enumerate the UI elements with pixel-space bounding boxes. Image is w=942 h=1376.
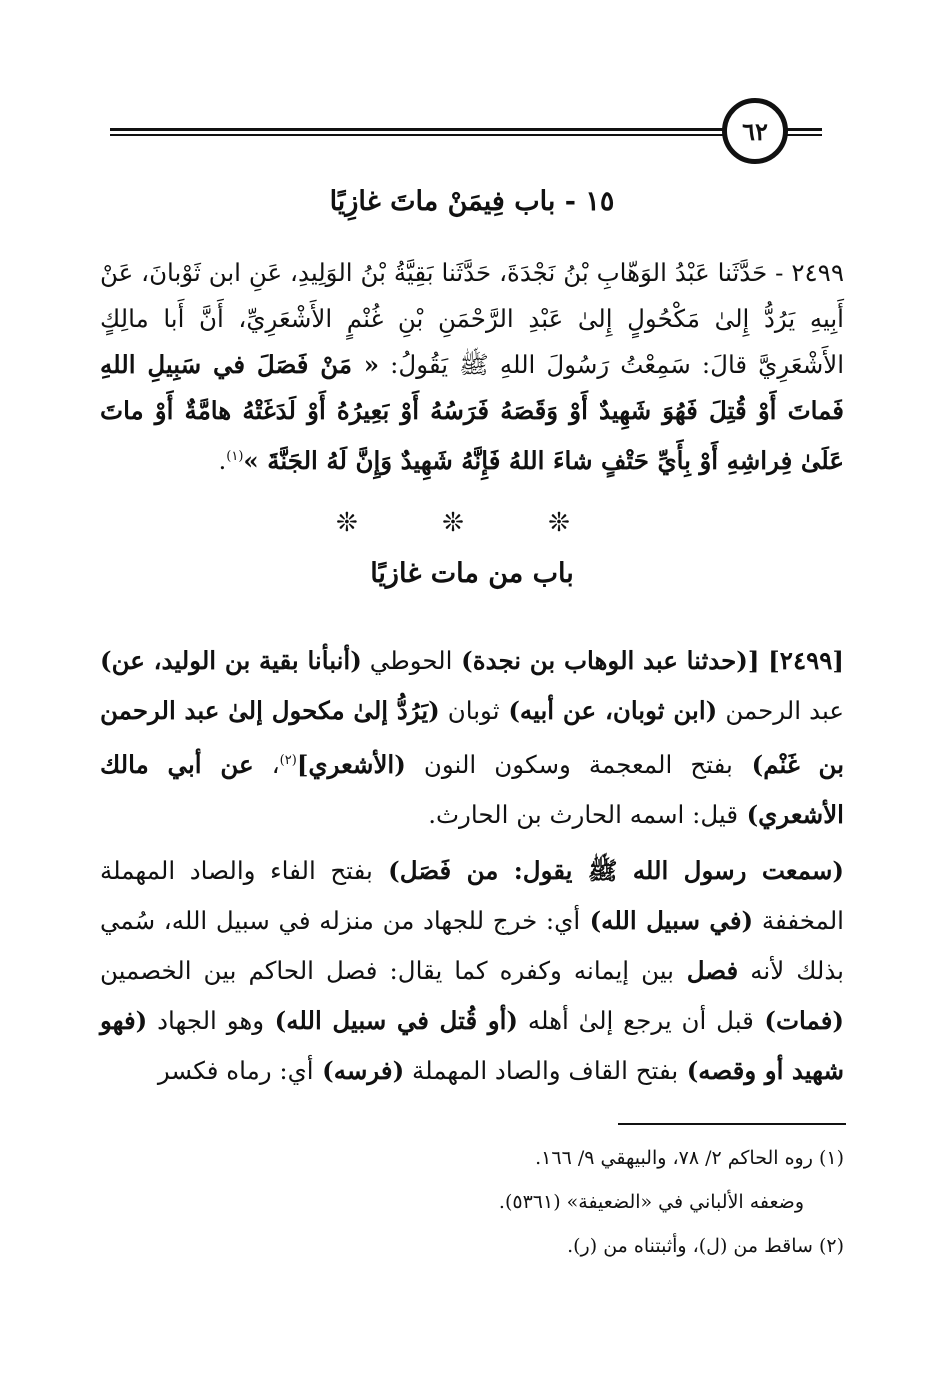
bold-segment: (في سبيل الله) xyxy=(580,906,754,936)
bold-segment: (سمعت رسول الله ﷺ يقول: من فَصَل) xyxy=(372,856,844,886)
bold-segment: عن أبي مالك الأشعري) xyxy=(100,750,844,830)
footnote-2: (٢) ساقط من (ل)، وأثبتناه من (ر). xyxy=(567,1235,844,1257)
header-rule xyxy=(110,128,822,138)
text-segment: بفتح المعجمة وسكون النون xyxy=(405,750,733,780)
text-segment: أي: رماه فكسر xyxy=(157,1056,314,1086)
bold-segment: [٢٤٩٩] [(حدثنا عبد الوهاب بن نجدة) xyxy=(452,646,845,675)
footnote-ref: (٢) xyxy=(279,753,297,768)
bold-segment: (فرسه) xyxy=(313,1056,405,1086)
bold-segment: (ابن ثوبان، عن أبيه) xyxy=(499,696,718,725)
bold-segment: (فمات) xyxy=(753,1006,844,1036)
text-segment: بفتح الفاء والصاد المهملة المخففة xyxy=(100,856,844,936)
commentary-title: باب من مات غازيًا xyxy=(370,558,574,589)
text-segment: عبد الرحمن xyxy=(717,696,844,725)
text-segment: الحوطي xyxy=(361,646,453,675)
bold-segment: (أو قُتل في سبيل الله) xyxy=(264,1006,518,1036)
text-segment: ، xyxy=(253,750,280,780)
bold-segment: (يَرُدُّ إلىٰ مكحول إلىٰ عبد الرحمن بن غَنْم) xyxy=(100,696,845,780)
section-separator: ❊ ❊ ❊ xyxy=(336,508,608,538)
footnote-ref-1: (١) xyxy=(226,449,244,464)
text-segment: أي: خرج للجهاد من منزله في سبيل الله، سُمي بذلك لأنه xyxy=(100,906,844,986)
hadith-isnad: ٢٤٩٩ - حَدَّثَنا عَبْدُ الوَهّابِ بْنُ نَجْدَةَ، حَدَّثَنا بَقِيَّةُ بْنُ الوَلِيدِ، عَنِ ابن ثَوْبانَ، عَنْ أَبِيهِ يَرُدُّ إِلىٰ مَكْحُولٍ إِلىٰ عَبْدِ الرَّحْمَنِ بْنِ غُنْمٍ الأَشْعَرِيِّ، أَنَّ أَبا مالِكٍ الأَشْعَرِيَّ قالَ: سَمِعْتُ رَسُولَ اللهِ ﷺ يَقُولُ: xyxy=(100,258,845,379)
commentary-body xyxy=(100,636,844,1096)
footnotes xyxy=(100,1136,844,1268)
text-segment: وهو الجهاد xyxy=(147,1006,265,1036)
hadith-text xyxy=(100,250,844,484)
footnote-1: (١) روه الحاكم ٢/ ٧٨، والبيهقي ٩/ ١٦٦. xyxy=(535,1147,844,1169)
commentary-paragraph-1 xyxy=(100,636,844,840)
footnote-rule xyxy=(618,1123,846,1125)
hadith-end: . xyxy=(218,446,227,476)
bold-segment: (الأشعري] xyxy=(296,750,406,780)
chapter-title: ١٥ - باب فِيمَنْ ماتَ غازِيًا xyxy=(329,186,615,217)
text-segment: بين إيمانه وكفره كما يقال: فصل الحاكم بين الخصمين xyxy=(100,956,674,986)
text-segment: بفتح القاف والصاد المهملة xyxy=(404,1056,679,1086)
bold-segment: (فهو شهيد أو وقصه) xyxy=(100,1006,844,1086)
commentary-paragraph-2 xyxy=(100,846,844,1096)
text-segment: ثوبان xyxy=(439,696,500,725)
text-segment: قيل: اسمه الحارث بن الحارث. xyxy=(428,800,739,830)
bold-segment: فصل xyxy=(673,956,739,986)
page-number: ٦٢ xyxy=(722,98,788,164)
text-segment: قبل أن يرجع إلىٰ أهله xyxy=(518,1006,754,1036)
footnote-1-continuation: وضعفه الألباني في «الضعيفة» (٥٣٦١). xyxy=(498,1191,804,1213)
hadith-matn: « مَنْ فَصَلَ في سَبِيلِ اللهِ فَماتَ أَوْ قُتِلَ فَهُوَ شَهِيدٌ أَوْ وَقَصَهُ فَرَسُهُ أَوْ بَعِيرُهُ أَوْ لَدَغَتْهُ هامَّةٌ أَوْ ماتَ عَلَىٰ فِراشِهِ أَوْ بِأَيِّ حَتْفٍ شاءَ اللهُ فَإِنَّهُ شَهِيدٌ وَإِنَّ لَهُ الجَنَّةَ » xyxy=(100,350,844,476)
bold-segment: (أنبأنا بقية بن الوليد، عن) xyxy=(100,646,362,675)
